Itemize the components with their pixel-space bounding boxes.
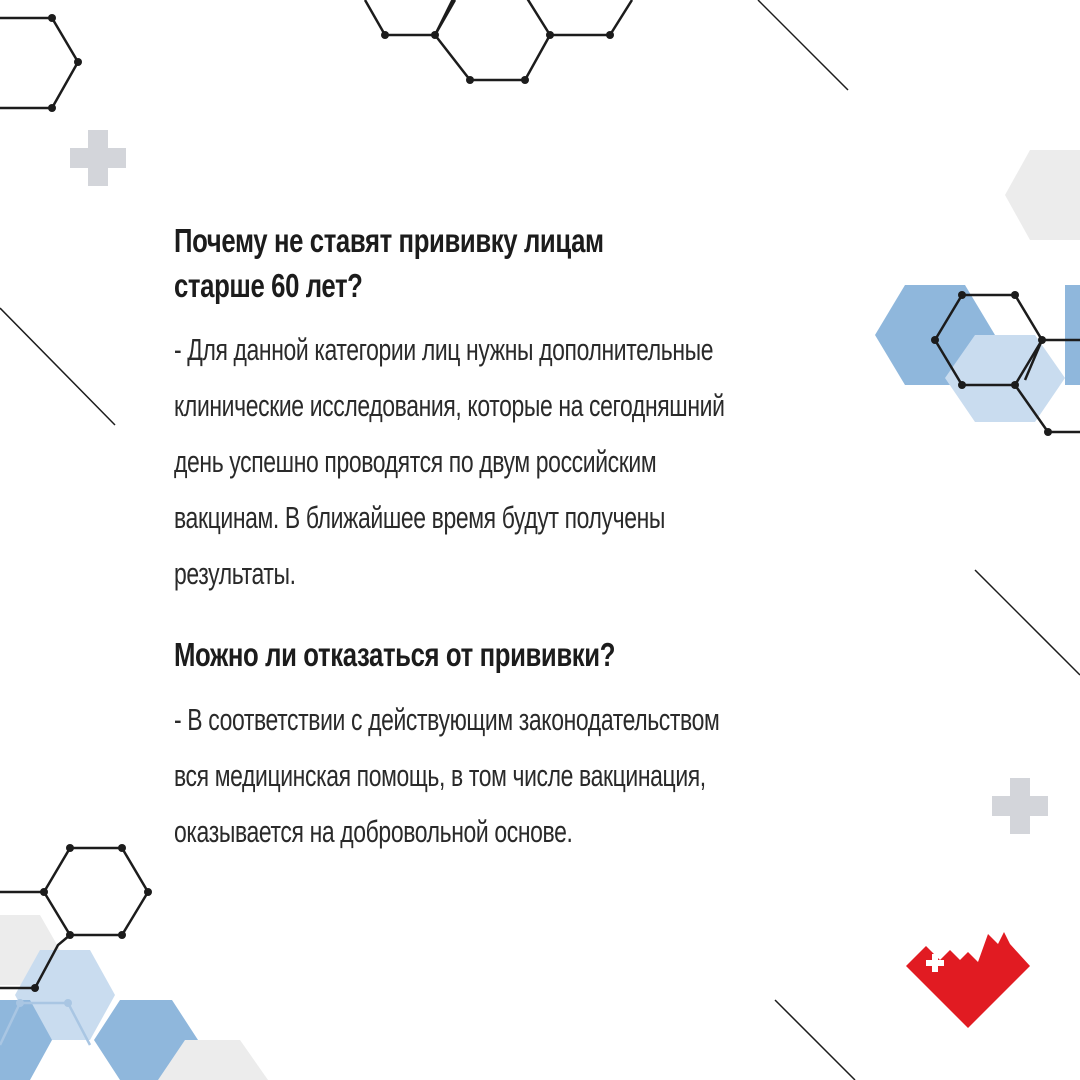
hexagon-molecule-icon xyxy=(365,0,632,84)
answer-line: вся медицинская помощь, в том числе вакцинация, xyxy=(174,758,706,793)
answer-line: - В соответствии с действующим законодательством xyxy=(174,702,720,737)
answer-text xyxy=(174,692,884,860)
question-heading xyxy=(174,632,876,677)
question-heading xyxy=(174,218,876,308)
question-line: старше 60 лет? xyxy=(174,267,363,304)
filled-hexagons-right xyxy=(875,150,1080,422)
answer-line: вакцинам. В ближайшее время будут получены xyxy=(174,500,666,535)
plus-icon xyxy=(992,778,1048,834)
answer-line: клинические исследования, которые на сегодняшний xyxy=(174,388,725,423)
heart-logo-icon xyxy=(904,924,1032,1032)
filled-hexagons-bottom-left xyxy=(0,915,268,1080)
hexagon-molecule-icon xyxy=(0,14,82,112)
answer-line: день успешно проводятся по двум российским xyxy=(174,444,657,479)
plus-icon xyxy=(70,130,126,186)
question-line: Можно ли отказаться от прививки? xyxy=(174,636,616,673)
answer-text xyxy=(174,322,884,602)
answer-line: - Для данной категории лиц нужны дополнительные xyxy=(174,332,714,367)
question-line: Почему не ставят прививку лицам xyxy=(174,222,604,259)
answer-line: оказывается на добровольной основе. xyxy=(174,814,573,849)
answer-line: результаты. xyxy=(174,556,296,591)
